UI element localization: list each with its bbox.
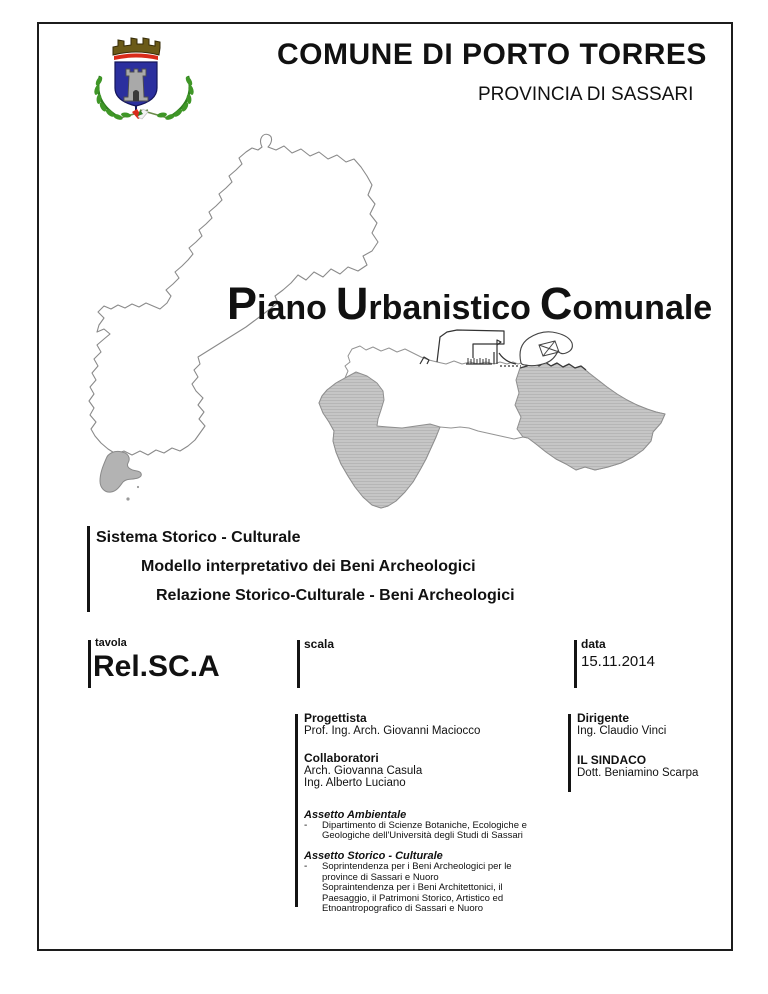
spacer: [577, 738, 727, 754]
municipality-title: COMUNE DI PORTO TORRES: [277, 38, 707, 71]
data-cell-rule: [574, 640, 577, 688]
data-label: data: [581, 637, 606, 651]
spacer: [304, 841, 570, 850]
ribbon-icon: [132, 109, 148, 119]
dash-bullet: -: [304, 819, 308, 831]
subject-line: Sistema Storico - Culturale: [96, 529, 301, 546]
assetto-ambientale-item: [304, 821, 570, 842]
text-line: province di Sassari e Nuoro: [322, 871, 439, 883]
progettista-block: [304, 712, 570, 914]
text-line: Geologiche dell'Università degli Studi di Sassari: [322, 829, 523, 841]
assetto-storico-lines: [322, 862, 512, 914]
spacer: [304, 790, 570, 809]
crown-icon: [113, 38, 160, 60]
sindaco-label: IL SINDACO: [577, 752, 647, 767]
text-line: Dipartimento di Scienze Botaniche, Ecologiche e: [322, 819, 527, 831]
text-line: Etnoantropografico di Sassari e Nuoro: [322, 902, 484, 914]
assetto-ambientale-label: Assetto Ambientale: [304, 808, 407, 821]
collaboratore-name: Ing. Alberto Luciano: [304, 777, 406, 789]
plan-title-word-2: Urbanistico: [335, 278, 531, 329]
tavola-value: Rel.SC.A: [93, 650, 220, 683]
subject-line: Modello interpretativo dei Beni Archeologici: [141, 558, 476, 575]
dirigente-label: Dirigente: [577, 711, 630, 725]
data-value: 15.11.2014: [581, 653, 655, 670]
dirigente-block: [577, 712, 727, 779]
subject-line: Relazione Storico-Culturale - Beni Archeologici: [156, 587, 515, 604]
text-line: Sopraintendenza per i Beni Architettonici, il: [322, 882, 503, 894]
dash-bullet: -: [304, 861, 308, 873]
crown-band: [114, 54, 158, 61]
subject-rule: [87, 526, 90, 612]
progettista-name: Prof. Ing. Arch. Giovanni Maciocco: [304, 725, 481, 737]
tavola-label: tavola: [95, 637, 127, 649]
scala-cell-rule: [297, 640, 300, 688]
text-line: Paesaggio, il Patrimoni Storico, Artistico ed: [322, 892, 504, 904]
collaboratori-label: Collaboratori: [304, 750, 379, 765]
assetto-storico-label: Assetto Storico - Culturale: [304, 850, 443, 863]
collaboratore-name: Arch. Giovanna Casula: [304, 764, 423, 777]
plan-title-word-3: Comunale: [539, 278, 713, 329]
tavola-cell-rule: [88, 640, 91, 688]
dirigente-rule: [568, 714, 571, 792]
plan-title-word-1: Piano: [227, 278, 327, 329]
scala-label: scala: [304, 637, 335, 651]
progettista-rule: [295, 714, 298, 907]
spacer: [304, 738, 570, 752]
province-subtitle: PROVINCIA DI SASSARI: [478, 84, 694, 105]
progettista-label: Progettista: [304, 711, 367, 725]
text-line: Soprintendenza per i Beni Archeologici per le: [322, 861, 512, 873]
dirigente-name: Ing. Claudio Vinci: [577, 725, 667, 737]
plan-title: [227, 278, 721, 331]
assetto-storico-item: [304, 862, 570, 914]
sindaco-name: Dott. Beniamino Scarpa: [577, 766, 699, 779]
municipal-coat-of-arms: [88, 26, 200, 130]
assetto-ambientale-lines: [322, 821, 527, 842]
